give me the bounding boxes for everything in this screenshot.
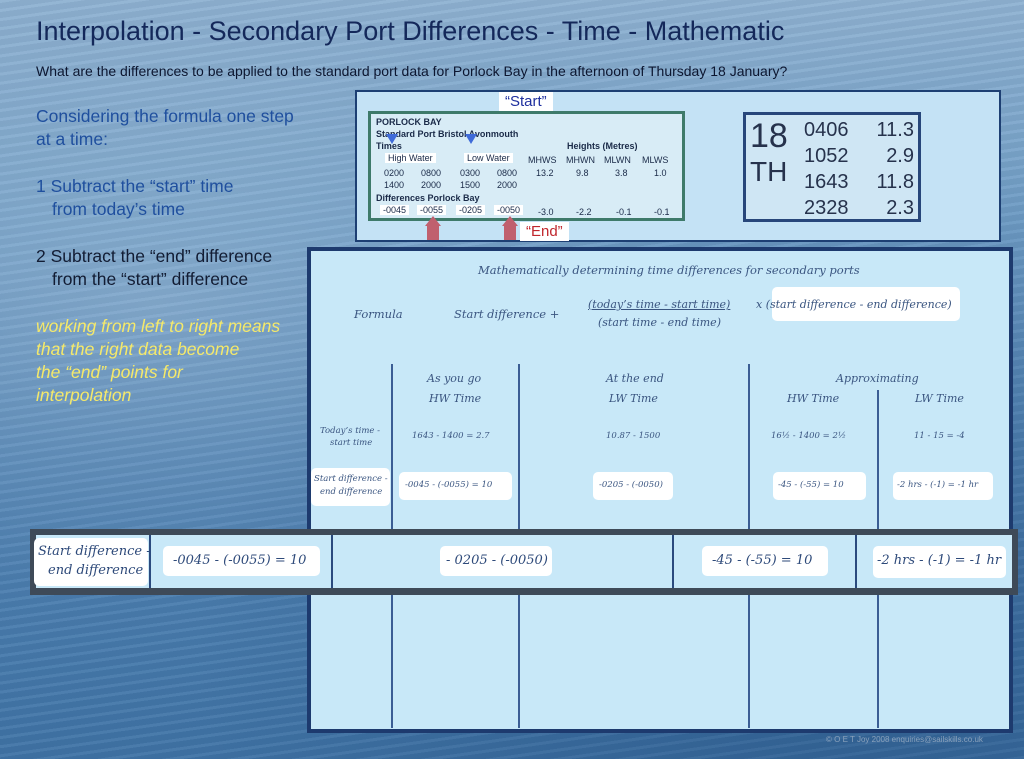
header-approximating: Approximating: [836, 372, 919, 385]
page-title: Interpolation - Secondary Port Differences - Time - Mathematic: [36, 16, 785, 46]
end-label: “End”: [520, 222, 569, 241]
time-cell: 2000: [497, 180, 518, 190]
yellow-line-1: working from left to right means: [36, 316, 281, 336]
tide-time: 2328: [804, 197, 849, 219]
tide-time: 1052: [804, 145, 849, 167]
magnified-value: -0045 - (-0055) = 10: [173, 553, 307, 568]
height-cell: 9.8: [576, 168, 589, 178]
worksheet-heading: Mathematically determining time differences for secondary ports: [478, 263, 860, 277]
day-number: 18: [750, 117, 788, 155]
magnified-value: -45 - (-55) = 10: [712, 553, 813, 568]
height-cell: 1.0: [654, 168, 667, 178]
col-mlwn: MLWN: [604, 155, 631, 165]
time-cell: 2000: [421, 180, 442, 190]
column-divider: [149, 535, 151, 588]
magnified-row: [30, 529, 1018, 595]
value-cell: -2 hrs - (-1) = -1 hr: [897, 480, 979, 490]
yellow-line-3: the “end” points for: [36, 362, 183, 382]
step-1-line-2: from today’s time: [52, 199, 185, 219]
tide-height: 11.8: [876, 171, 914, 193]
differences-label: Differences Porlock Bay: [376, 193, 480, 203]
diff-cell: -0055: [417, 205, 446, 215]
low-water-label: Low Water: [464, 153, 513, 163]
tide-time: 0406: [804, 119, 849, 141]
magnified-label-line2: end difference: [48, 563, 144, 578]
header-lw-time: LW Time: [609, 392, 658, 405]
standard-port: Standard Port Bristol Avonmouth: [376, 129, 519, 139]
diff-height-cell: -0.1: [616, 207, 632, 217]
step-2-line-2: from the “start” difference: [52, 269, 249, 289]
height-cell: 3.8: [615, 168, 628, 178]
diff-cell: -0050: [494, 205, 523, 215]
header-hw-time: HW Time: [429, 392, 482, 405]
times-label: Times: [376, 141, 402, 151]
value-cell: 1643 - 1400 = 2.7: [412, 431, 490, 441]
magnified-label-line1: Start difference -: [38, 544, 151, 559]
value-cell: 10.87 - 1500: [606, 431, 661, 441]
time-cell: 0300: [460, 168, 481, 178]
value-cell: 16½ - 1400 = 2½: [771, 431, 847, 441]
step-1-note: [36, 175, 233, 221]
step-1-line-1: 1 Subtract the “start” time: [36, 176, 234, 196]
col-mhwn: MHWN: [566, 155, 595, 165]
intro-line-1: Considering the formula one step: [36, 106, 294, 126]
diff-height-cell: -2.2: [576, 207, 592, 217]
row-label-diff-line1: Start difference -: [314, 474, 388, 484]
start-label: “Start”: [499, 92, 553, 111]
tide-height: 2.3: [886, 197, 914, 219]
start-arrow-down-icon: [386, 134, 398, 144]
interpolation-note: [36, 315, 280, 407]
col-mlws: MLWS: [642, 155, 669, 165]
high-water-label: High Water: [385, 153, 436, 163]
value-cell: -45 - (-55) = 10: [778, 480, 844, 490]
row-label-today-line1: Today’s time -: [320, 426, 381, 436]
formula-start-term: Start difference +: [454, 307, 560, 321]
yellow-line-2: that the right data become: [36, 339, 240, 359]
step-2-line-1: 2 Subtract the “end” difference: [36, 246, 273, 266]
formula-label: Formula: [354, 307, 403, 321]
yellow-line-4: interpolation: [36, 385, 132, 405]
tide-height: 2.9: [886, 145, 914, 167]
col-mhws: MHWS: [528, 155, 557, 165]
header-as-you-go: As you go: [427, 372, 482, 385]
intro-note: [36, 105, 294, 151]
day-suffix: TH: [750, 156, 788, 187]
header-approx-hw-time: HW Time: [787, 392, 840, 405]
value-cell: 11 - 15 = -4: [914, 431, 965, 441]
port-name: PORLOCK BAY: [376, 117, 442, 127]
header-approx-lw-time: LW Time: [915, 392, 964, 405]
end-arrow-up-icon: [426, 216, 440, 240]
diff-height-cell: -0.1: [654, 207, 670, 217]
start-arrow-down-icon: [465, 134, 477, 144]
question-text: What are the differences to be applied to the standard port data for Porlock Bay in the afternoon of Thursday 18 January?: [36, 63, 788, 79]
formula-numerator: (today’s time - start time): [588, 298, 731, 311]
formula-denominator: (start time - end time): [598, 316, 721, 329]
heights-label: Heights (Metres): [567, 141, 638, 151]
diff-cell: -0205: [456, 205, 485, 215]
column-divider: [331, 535, 333, 588]
magnified-value: - 0205 - (-0050): [446, 553, 548, 568]
time-cell: 1400: [384, 180, 405, 190]
diff-cell: -0045: [380, 205, 409, 215]
value-cell: -0045 - (-0055) = 10: [405, 480, 493, 490]
tide-time: 1643: [804, 171, 849, 193]
time-cell: 0200: [384, 168, 405, 178]
diff-height-cell: -3.0: [538, 207, 554, 217]
row-label-today-line2: start time: [330, 438, 373, 448]
height-cell: 13.2: [536, 168, 554, 178]
intro-line-2: at a time:: [36, 129, 108, 149]
column-divider: [672, 535, 674, 588]
time-cell: 1500: [460, 180, 481, 190]
step-2-note: [36, 245, 272, 291]
tide-height: 11.3: [876, 119, 914, 141]
tide-times-box: [743, 112, 921, 222]
magnified-value: -2 hrs - (-1) = -1 hr: [877, 553, 1002, 568]
copyright-credit: © O E T Joy 2008 enquiries@sailskills.co.uk: [826, 735, 983, 744]
end-arrow-up-icon: [503, 216, 517, 240]
formula-tail: x (start difference - end difference): [756, 298, 952, 311]
row-label-diff-line2: end difference: [320, 487, 383, 497]
value-cell: -0205 - (-0050): [599, 480, 663, 490]
time-cell: 0800: [421, 168, 442, 178]
time-cell: 0800: [497, 168, 518, 178]
column-divider: [855, 535, 857, 588]
header-at-the-end: At the end: [606, 372, 664, 385]
tide-table: [368, 111, 685, 221]
